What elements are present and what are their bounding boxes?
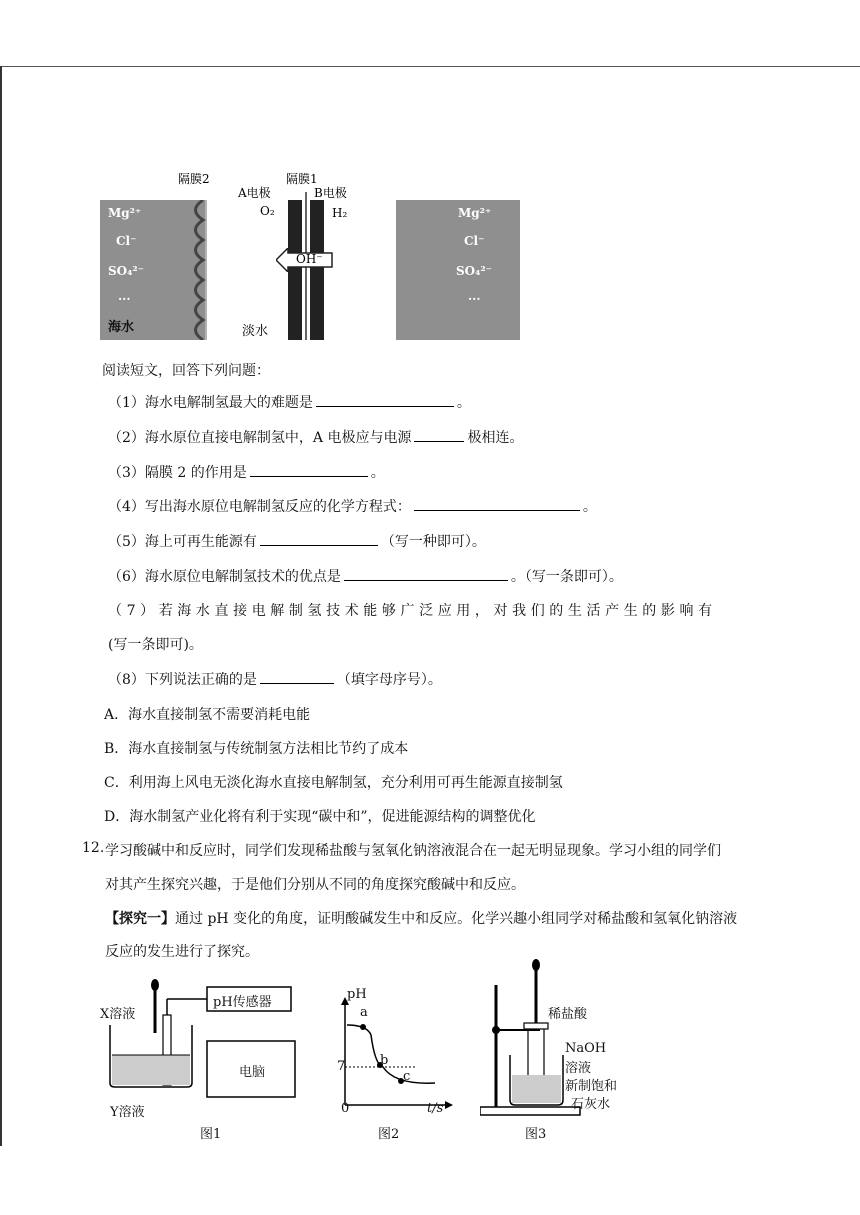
point-b-label: b	[380, 1053, 389, 1068]
seawater-label: 海水	[108, 320, 135, 335]
oh-label: OH⁻	[296, 252, 323, 266]
q1-after: 。	[456, 395, 471, 411]
limewater-label-2: 石灰水	[571, 1097, 611, 1112]
q1-blank[interactable]	[316, 392, 454, 407]
q6-blank[interactable]	[344, 566, 508, 581]
intro-text: 阅读短文，回答下列问题：	[102, 363, 270, 379]
figure-3-caption: 图3	[525, 1127, 547, 1142]
explore-1-title: 【探究一】	[105, 911, 175, 927]
y-solution-label: Y溶液	[110, 1105, 145, 1120]
ion-cl-right: Cl⁻	[464, 234, 485, 248]
ion-cl: Cl⁻	[116, 234, 137, 248]
question-4	[108, 496, 597, 516]
ion-mg: Mg²⁺	[108, 206, 142, 220]
q5-blank[interactable]	[260, 531, 378, 546]
ion-dots-right: ···	[468, 292, 481, 306]
naoh-label-1: NaOH	[565, 1041, 607, 1056]
option-d: D．海水制氢产业化将有利于实现“碳中和”，促进能源结构的调整优化	[104, 809, 536, 825]
q1-before: （1）海水电解制氢最大的难题是	[108, 395, 313, 411]
ion-so4-right: SO₄²⁻	[456, 264, 492, 278]
question-2	[108, 427, 523, 447]
ion-so4: SO₄²⁻	[108, 264, 144, 278]
q4-before: （4）写出海水原位电解制氢反应的化学方程式：	[108, 499, 411, 515]
computer-label: 电脑	[239, 1065, 266, 1080]
ion-mg-right: Mg²⁺	[458, 206, 492, 220]
electrolysis-figure	[100, 170, 520, 345]
explore-1-line2: 反应的发生进行了探究。	[105, 944, 259, 960]
explore-1-line1	[105, 908, 737, 928]
page-left-border	[0, 66, 2, 1146]
electrode-a-label: A电极	[238, 186, 271, 200]
origin-label: 0	[341, 1101, 350, 1116]
ph-axis-label: pH	[347, 987, 367, 1002]
q2-before: （2）海水原位直接电解制氢中，A 电极应与电源	[108, 430, 412, 446]
electrode-b-label: B电极	[314, 186, 347, 200]
figure-2-caption: 图2	[378, 1127, 400, 1142]
q2-after: 极相连。	[467, 430, 524, 446]
q8-before: （8）下列说法正确的是	[108, 672, 257, 688]
question-5	[108, 531, 486, 551]
q6-after: 。（写一条即可）。	[510, 569, 623, 585]
o2-label: O₂	[260, 204, 275, 218]
question-6	[108, 566, 623, 586]
option-c: C．利用海上风电无淡化海水直接电解制氢，充分利用可再生能源直接制氢	[104, 775, 563, 791]
option-b: B．海水直接制氢与传统制氢方法相比节约了成本	[104, 741, 409, 757]
question-7-line2: (写一条即可)。	[108, 637, 203, 653]
question-8	[108, 669, 442, 689]
ph-sensor-label: pH传感器	[213, 995, 272, 1010]
question-7-line1: （7）若海水直接电解制氢技术能够广泛应用，对我们的生活产生的影响有	[108, 603, 717, 619]
ion-dots: ···	[118, 292, 131, 306]
q3-blank[interactable]	[250, 462, 368, 477]
q4-blank[interactable]	[414, 496, 580, 511]
option-a: A．海水直接制氢不需要消耗电能	[104, 707, 311, 723]
membrane-1-label: 隔膜1	[286, 172, 318, 186]
question-3	[108, 462, 385, 482]
x-solution-label: X溶液	[100, 1007, 136, 1022]
point-a-label: a	[360, 1005, 368, 1020]
naoh-label-2: 溶液	[565, 1061, 592, 1076]
q3-before: （3）隔膜 2 的作用是	[108, 465, 247, 481]
explore-1-text: 通过 pH 变化的角度，证明酸碱发生中和反应。化学兴趣小组同学对稀盐酸和氢氧化钠溶液	[175, 911, 738, 927]
q5-before: （5）海上可再生能源有	[108, 534, 257, 550]
h2-label: H₂	[332, 206, 348, 220]
dilute-hcl-label: 稀盐酸	[548, 1007, 588, 1022]
membrane-2-wave	[188, 200, 218, 340]
question-12-line2: 对其产生探究兴趣，于是他们分别从不同的角度探究酸碱中和反应。	[105, 877, 525, 893]
point-c-label: c	[403, 1069, 411, 1084]
question-1	[108, 392, 471, 412]
q4-after: 。	[582, 499, 597, 515]
membrane-2-label: 隔膜2	[178, 172, 210, 186]
page-top-border	[0, 66, 860, 67]
q6-before: （6）海水原位电解制氢技术的优点是	[108, 569, 341, 585]
question-12-line1: 学习酸碱中和反应时，同学们发现稀盐酸与氢氧化钠溶液混合在一起无明显现象。学习小组的同学们	[105, 843, 721, 859]
q3-after: 。	[370, 465, 385, 481]
q2-blank[interactable]	[414, 427, 464, 442]
question-12-number: 12.	[82, 840, 105, 856]
experiment-figures	[95, 975, 655, 1145]
ph-seven-label: 7	[337, 1059, 346, 1074]
seawater-panel-right	[396, 200, 520, 340]
freshwater-label: 淡水	[242, 324, 269, 339]
q5-after: （写一种即可）。	[380, 534, 486, 550]
q8-blank[interactable]	[260, 669, 334, 684]
limewater-label-1: 新制饱和	[565, 1079, 618, 1094]
time-axis-label: t/s	[427, 1101, 444, 1116]
q8-after: （填字母序号）。	[336, 672, 442, 688]
figure-1-caption: 图1	[200, 1127, 222, 1142]
